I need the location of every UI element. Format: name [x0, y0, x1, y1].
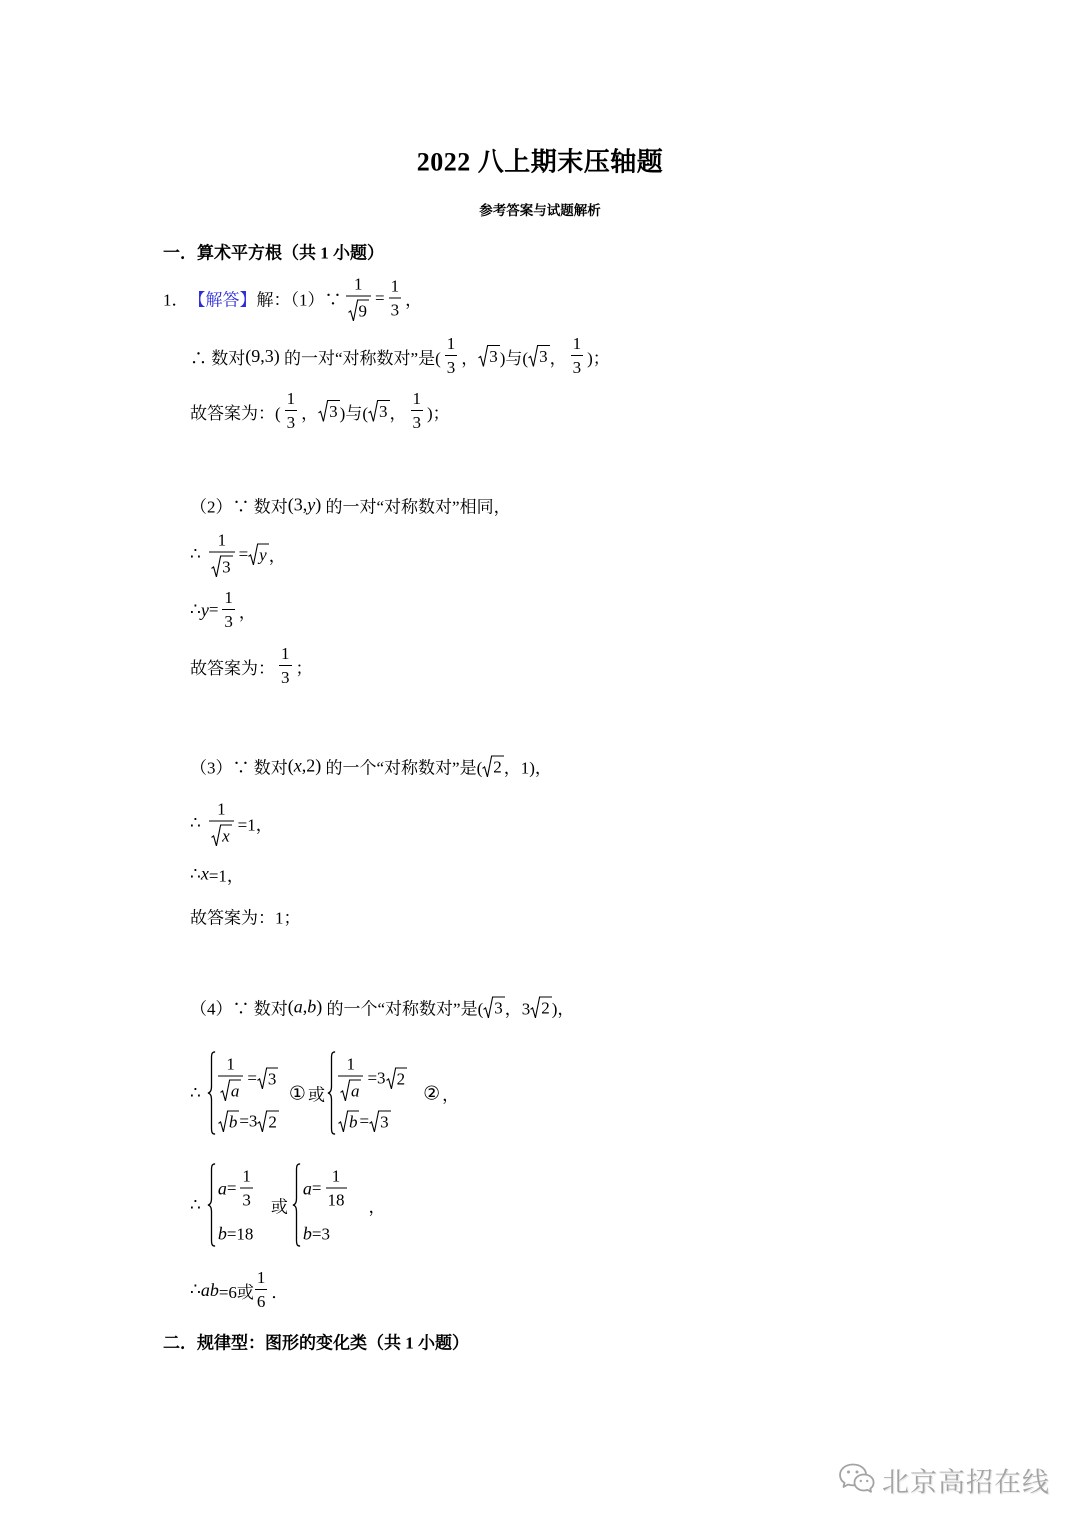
math-variable: y [200, 599, 209, 620]
radicand: 3 [380, 1112, 389, 1132]
number-pair: (9,3) [245, 345, 280, 366]
fraction-numerator: 1 [224, 588, 233, 607]
fraction-denominator: 6 [255, 1289, 268, 1313]
radical-sign [257, 1067, 267, 1089]
text-run: ∴ [190, 864, 201, 883]
text-run: )， [551, 999, 575, 1019]
fraction-numerator: 1 [286, 389, 296, 408]
radicand: 3 [329, 402, 338, 421]
text-run: =18 [226, 1224, 254, 1243]
math-variable: b [307, 996, 317, 1017]
text-run: ∴ [190, 813, 206, 832]
math-variable: x [200, 863, 209, 884]
radicand: 3 [267, 1069, 277, 1088]
fraction [279, 643, 292, 689]
math-variable: a [293, 996, 303, 1017]
text-run: )与( [339, 403, 368, 423]
text-run: ， [368, 1197, 386, 1217]
text-run: 解：（1）∵ [256, 290, 342, 310]
equation-system [207, 1164, 257, 1247]
document-subtitle: 参考答案与试题解析 [479, 203, 601, 218]
fraction-numerator: 1 [217, 530, 227, 550]
fraction [255, 1267, 268, 1313]
text-run: =3 [239, 1111, 258, 1131]
radicand: 3 [489, 347, 498, 366]
radical-sign [257, 1111, 267, 1133]
equals-sign: = [375, 288, 385, 307]
square-root [340, 1080, 362, 1102]
math-variable: a [217, 1178, 227, 1198]
square-root [386, 1067, 408, 1089]
radicand: b [348, 1112, 358, 1132]
square-root [482, 755, 504, 777]
radical-sign [211, 825, 221, 847]
q1-part3-line-c [190, 862, 244, 887]
q1-part1-line-a [163, 274, 422, 323]
square-root [530, 996, 552, 1018]
equals-sign: = [208, 600, 219, 619]
radical-sign [211, 556, 221, 578]
radical-sign [386, 1067, 396, 1089]
math-variable: a [302, 1178, 312, 1198]
radicand: 2 [541, 998, 550, 1017]
text-run: ， [268, 546, 286, 566]
radicand: 3 [222, 557, 231, 577]
text-run: 或 [270, 1197, 288, 1217]
text-run: ， [238, 602, 256, 622]
text-run: ∴ [190, 600, 201, 619]
fraction [338, 1054, 364, 1103]
radical-sign [248, 543, 258, 565]
watermark-text: 北京高招在线 [882, 1467, 1050, 1499]
fraction-denominator: 3 [222, 609, 235, 633]
equals-sign: = [247, 1068, 257, 1087]
q1-part3-line-b [190, 799, 273, 848]
fraction-numerator: 1 [390, 276, 400, 295]
fraction-numerator: 1 [217, 799, 226, 819]
text-run: ， [442, 1085, 460, 1105]
question-number: 1． [163, 290, 189, 310]
text-run: ， [405, 290, 423, 310]
fraction-numerator: 1 [354, 274, 363, 294]
fraction-denominator [346, 296, 372, 323]
square-root [528, 345, 550, 367]
math-variable: b [302, 1223, 312, 1244]
text-run: ； [295, 658, 313, 678]
radicand: 3 [539, 347, 548, 366]
wechat-icon [838, 1462, 876, 1499]
fraction-denominator: 3 [389, 297, 402, 321]
square-root [348, 300, 370, 322]
fraction-numerator: 1 [331, 1166, 341, 1186]
q1-part1-line-b [190, 333, 610, 379]
q1-part1-line-c [190, 388, 450, 434]
fraction [209, 530, 235, 579]
equals-sign: = [226, 1178, 237, 1198]
fraction-denominator [209, 821, 234, 848]
square-root [369, 1111, 391, 1133]
system-row [303, 1224, 351, 1245]
pair-separator: , [302, 996, 308, 1017]
square-root [220, 1080, 242, 1102]
circled-marker-1: ① [288, 1082, 306, 1104]
system-row [338, 1111, 407, 1133]
equals-sign: = [238, 544, 249, 563]
fraction-numerator: 1 [446, 334, 456, 353]
text-run: ∴ [190, 1195, 201, 1214]
section-heading-1: 一．算术平方根（共 1 小题） [163, 243, 384, 263]
text-run: （2）∵ 数对 [190, 497, 288, 517]
section-heading-2: 二．规律型：图形的变化类（共 1 小题） [163, 1333, 469, 1353]
text-run: =6或 [218, 1282, 254, 1302]
brace [207, 1052, 216, 1135]
q1-part4-line-a [190, 995, 574, 1020]
fraction-denominator [209, 552, 235, 579]
radical-sign [368, 400, 378, 422]
text-run: 的一对“对称数对”相同， [321, 497, 511, 517]
text-run: ． [271, 1282, 289, 1302]
radical-sign [340, 1080, 350, 1102]
square-root [338, 1111, 360, 1133]
text-run: 的一对“对称数对”是( [279, 348, 441, 368]
radicand: a [350, 1081, 360, 1101]
radical-sign [530, 996, 540, 1018]
fraction-denominator: 3 [571, 355, 584, 379]
q1-part4-line-c [190, 1164, 386, 1247]
fraction [209, 799, 234, 848]
fraction-numerator: 1 [242, 1166, 251, 1186]
system-row [303, 1166, 351, 1212]
math-variable: b [217, 1223, 227, 1244]
square-root [318, 400, 340, 422]
fraction [445, 333, 458, 379]
fraction-denominator: 3 [411, 410, 424, 434]
square-root [211, 825, 232, 847]
brace [327, 1052, 336, 1135]
q1-part2-line-a [190, 493, 511, 518]
radical-sign [218, 1111, 228, 1133]
fraction [346, 274, 372, 323]
text-run: 故答案为： [190, 658, 275, 678]
fraction-numerator: 1 [346, 1054, 355, 1074]
system-row [338, 1054, 407, 1103]
square-root [211, 556, 233, 578]
equals-sign: = [359, 1111, 370, 1131]
radicand: 2 [493, 757, 502, 776]
text-run: 或 [307, 1085, 325, 1105]
math-variable: ab [200, 1279, 219, 1300]
fraction-denominator: 3 [285, 410, 298, 434]
text-run: （4）∵ 数对 [190, 999, 288, 1019]
fraction-denominator [338, 1076, 364, 1103]
radical-sign [348, 300, 358, 322]
text-run: 的一个“对称数对”是( [321, 758, 483, 778]
square-root [257, 1111, 279, 1133]
text-run: ∴ [190, 1083, 201, 1102]
fraction [222, 587, 235, 633]
radical-sign [483, 996, 493, 1018]
text-run: =1， [208, 866, 244, 886]
radical-sign [318, 400, 328, 422]
pair-open: ( [287, 755, 294, 776]
pair-open: ( [287, 996, 294, 1017]
q1-part3-line-a [190, 754, 552, 779]
radical-sign [528, 345, 538, 367]
square-root [478, 345, 500, 367]
document-title: 2022 八上期末压轴题 [416, 147, 664, 177]
system-row [218, 1224, 257, 1245]
answer-tag: 【解答】 [188, 290, 257, 310]
text-run: =1， [237, 815, 273, 835]
system-row [218, 1111, 279, 1133]
text-run: 故答案为：1； [190, 908, 301, 928]
radical-sign [338, 1111, 348, 1133]
radicand: 9 [358, 301, 367, 321]
text-run: 的一个“对称数对”是( [322, 999, 484, 1019]
watermark [838, 1461, 1050, 1500]
pair-close: ) [316, 996, 323, 1017]
radical-sign [478, 345, 488, 367]
radicand: a [230, 1081, 240, 1101]
fraction-denominator: 3 [240, 1188, 253, 1212]
radicand: 3 [379, 402, 388, 421]
text-run: ，1)， [503, 758, 552, 778]
text-run: )与( [499, 348, 529, 368]
radicand: 3 [494, 998, 503, 1017]
system-row [218, 1166, 257, 1212]
fraction [571, 333, 584, 379]
pair-open: (3, [287, 494, 308, 515]
text-run: ， [389, 403, 407, 423]
pair-close: ,2) [301, 755, 322, 776]
radicand: y [259, 545, 267, 564]
text-run: （3）∵ 数对 [190, 758, 288, 778]
fraction [285, 388, 298, 434]
fraction-numerator: 1 [226, 1054, 235, 1074]
square-root [257, 1067, 279, 1089]
fraction [326, 1166, 347, 1212]
fraction-denominator: 18 [326, 1188, 347, 1212]
equals-sign: = [311, 1178, 322, 1198]
q1-part3-line-d [190, 904, 301, 929]
text-run: =3 [311, 1224, 331, 1243]
brace [292, 1164, 301, 1247]
fraction [218, 1054, 244, 1103]
q1-part2-line-c [190, 587, 256, 633]
text-run: 故答案为：( [190, 403, 281, 423]
fraction [240, 1166, 253, 1212]
text-run: ， [461, 348, 479, 368]
q1-part4-line-d [190, 1267, 288, 1313]
square-root [218, 1111, 240, 1133]
fraction-numerator: 1 [256, 1268, 266, 1287]
fraction-numerator: 1 [412, 389, 421, 408]
text-run: ∴ [190, 544, 206, 563]
text-run: =3 [367, 1068, 386, 1087]
fraction-denominator [218, 1076, 244, 1103]
radicand: x [222, 826, 230, 846]
radical-sign [482, 755, 492, 777]
fraction-numerator: 1 [281, 644, 290, 663]
q1-part2-line-d [190, 643, 313, 689]
radicand: 2 [396, 1069, 406, 1088]
square-root [483, 996, 505, 1018]
text-run: ， [301, 403, 319, 423]
fraction [411, 388, 424, 434]
radical-sign [369, 1111, 379, 1133]
math-variable: x [293, 755, 302, 776]
q1-part4-line-b [190, 1052, 459, 1135]
equation-system [292, 1164, 351, 1247]
brace [207, 1164, 216, 1247]
q1-part2-line-b [190, 530, 286, 579]
fraction [389, 275, 402, 321]
radicand: 2 [268, 1112, 277, 1132]
fraction-denominator: 3 [279, 665, 292, 689]
pair-close: ) [315, 494, 322, 515]
text-run: ， [549, 348, 567, 368]
radicand: b [228, 1112, 238, 1132]
circled-marker-2: ② [423, 1082, 441, 1104]
square-root [368, 400, 390, 422]
equation-system [207, 1052, 279, 1135]
text-run: ∴ 数对 [190, 348, 246, 368]
radical-sign [220, 1080, 230, 1102]
text-run: )； [587, 348, 610, 368]
math-variable: y [307, 494, 316, 515]
text-run: ∴ [190, 1280, 201, 1299]
fraction-denominator: 3 [445, 355, 458, 379]
fraction-numerator: 1 [572, 334, 582, 353]
text-run: )； [427, 403, 450, 423]
equation-system [327, 1052, 407, 1135]
system-row [218, 1054, 279, 1103]
text-run: ，3 [504, 999, 531, 1019]
square-root [248, 543, 269, 565]
